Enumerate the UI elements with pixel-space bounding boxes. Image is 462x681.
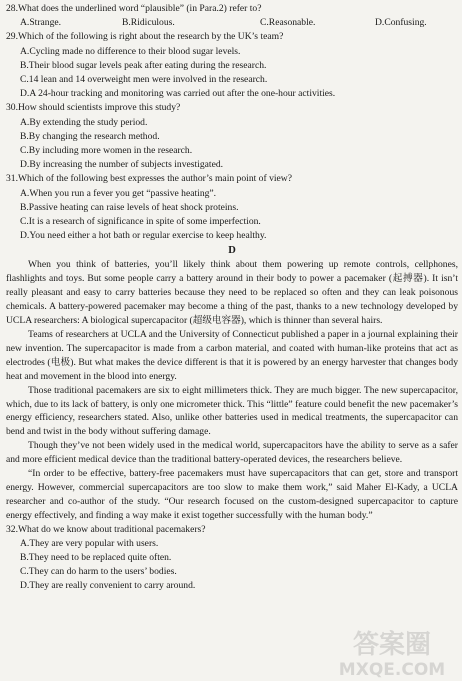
passage-d [6, 258, 458, 522]
option-d: D.You need either a hot bath or regular exercise to keep healthy. [20, 230, 267, 242]
option-d: D.Confusing. [375, 17, 427, 29]
watermark-text: 答案圈 [352, 630, 432, 660]
question-stem: 31.Which of the following best expresses the author’s main point of view? [6, 173, 292, 185]
passage-paragraph: Teams of researchers at UCLA and the University of Connecticut published a paper in a journal explaining their new invention. The supercapacitor is made from a carbon material, and coated with human-like proteins that act as electrodes (电极). But what makes the device different is that it is powered by an energy harvester that changes body heat and movement in the blood into energy. [6, 328, 458, 382]
option-b: B.Ridiculous. [122, 17, 175, 29]
passage-paragraph: “In order to be effective, battery-free pacemakers must have supercapacitors that can get, store and transport energy. However, commercial supercapacitors are too slow to make them work,” said Maher El-Kady, a UCLA researcher and co-author of the study. “Our research focused on the custom-designed supercapacitor to capture energy effectively, and finding a way make it exist together successfully with the human body.” [6, 468, 458, 521]
question-29 [6, 30, 458, 101]
option-b: B.By changing the research method. [20, 130, 160, 142]
option-b: B.They need to be replaced quite often. [20, 552, 172, 564]
passage-paragraph: When you think of batteries, you’ll likely think about them powering up remote controls, cellphones, flashlights and toys. But some people carry a battery around in their body to power a pacemaker (起搏器). It isn’t really pleasant and easy to carry batteries because they need to be replaced so often and they can leak poisonous chemicals. A battery-powered pacemaker may become a thing of the past, thanks to a new technology developed by UCLA researchers: A biological supercapacitor (超级电容器), which is thinner than several hairs. [6, 259, 458, 327]
option-c: C.14 lean and 14 overweight men were involved in the research. [20, 74, 268, 86]
question-stem: 30.How should scientists improve this study? [6, 102, 181, 114]
exam-page [6, 2, 458, 594]
option-c: C.It is a research of significance in spite of some imperfection. [20, 216, 261, 228]
option-d: D.By increasing the number of subjects investigated. [20, 159, 224, 171]
option-a: A.Cycling made no difference to their blood sugar levels. [20, 45, 241, 57]
question-stem: 28.What does the underlined word “plausible” (in Para.2) refer to? [6, 3, 262, 14]
option-c: C.By including more women in the research. [20, 145, 193, 157]
option-d: D.They are really convenient to carry around. [20, 580, 196, 592]
option-a: A.By extending the study period. [20, 116, 148, 128]
option-a: A.When you run a fever you get “passive heating”. [20, 187, 217, 199]
option-a: A.Strange. [20, 17, 62, 29]
question-28 [6, 2, 458, 30]
passage-paragraph: Those traditional pacemakers are six to eight millimeters thick. They are much bigger. The new supercapacitor, which, due to its lack of battery, is only one micrometer thick. This “little” feature could benefit the new pacemaker’s energy efficiency, researchers stated. Also, unlike other batteries used in medical treatments, the supercapacitor can bend and twist in the body without suffering damage. [6, 384, 458, 438]
watermark-domain: MXQE.COM [338, 660, 446, 679]
watermark-logo [326, 625, 458, 679]
option-d: D.A 24-hour tracking and monitoring was carried out after the one-hour activities. [20, 88, 336, 100]
option-b: B.Passive heating can raise levels of heat shock proteins. [20, 201, 239, 213]
question-stem: 29.Which of the following is right about the research by the UK’s team? [6, 31, 284, 43]
question-30 [6, 101, 458, 172]
question-31 [6, 172, 458, 243]
question-32 [6, 523, 458, 594]
options-row [6, 16, 458, 30]
section-heading: D [228, 245, 236, 257]
option-b: B.Their blood sugar levels peak after eating during the research. [20, 59, 267, 71]
option-c: C.They can do harm to the users’ bodies. [20, 566, 177, 578]
option-c: C.Reasonable. [260, 17, 316, 29]
question-stem: 32.What do we know about traditional pacemakers? [6, 523, 206, 535]
option-a: A.They are very popular with users. [20, 537, 159, 549]
passage-paragraph: Though they’ve not been widely used in the medical world, supercapacitors have the ability to serve as a safer and more efficient medical device than the traditional battery-operated devices, the researchers believe. [6, 440, 458, 466]
